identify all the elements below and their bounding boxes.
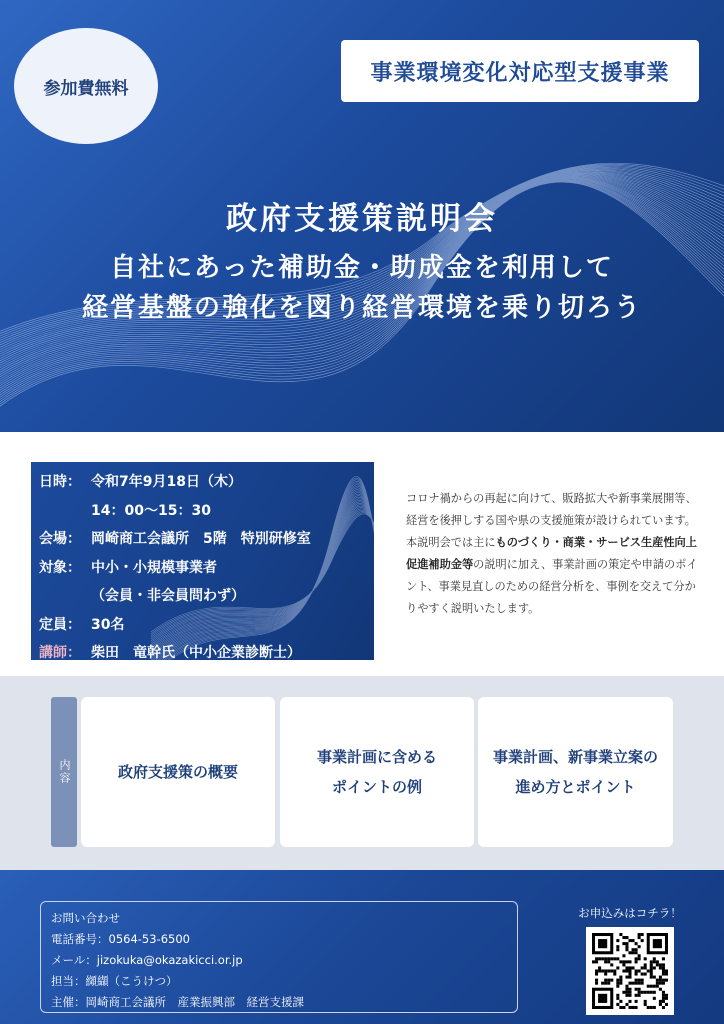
detail-row-venue [39,525,366,554]
qr-module [653,985,656,988]
qr-module [635,957,638,960]
qr-module [635,951,638,954]
qr-module [619,933,622,936]
qr-module [625,1003,628,1006]
qr-module [662,994,665,997]
qr-module [659,963,662,966]
detail-key: 定員： [39,616,81,633]
qr-module [622,936,625,939]
description-text: の説明に加え、事業計画の策定や申請のポイント、事業見直しのための経営分析を、事例を交えて分かりやすく説明いたします。 [406,558,698,615]
qr-module [619,976,622,979]
qr-module [616,979,619,982]
card-line: 進め方とポイント [515,778,636,796]
qr-module [619,982,622,985]
qr-module [656,985,659,988]
qr-module [665,997,668,1000]
qr-module [647,991,650,994]
qr-module [598,969,601,972]
qr-module [628,994,631,997]
qr-module [650,963,653,966]
qr-module [656,963,659,966]
qr-module [595,982,598,985]
qr-module [638,994,641,997]
qr-module [604,979,607,982]
detail-key: 講師： [39,645,81,660]
qr-module [632,982,635,985]
program-name-box: 事業環境変化対応型支援事業 [341,40,699,102]
qr-module [662,1006,665,1009]
qr-module [616,957,619,960]
qr-module [665,979,668,982]
qr-module [647,985,650,988]
event-description [406,488,706,620]
qr-module [644,991,647,994]
qr-module [622,969,625,972]
qr-module [662,969,665,972]
qr-module [641,973,644,976]
page-title: 政府支援策説明会 [226,201,498,237]
contact-box [40,901,518,1013]
qr-module [650,1006,653,1009]
qr-module [653,957,656,960]
qr-module [635,994,638,997]
contact-host: 主催：岡崎商工会議所 産業振興部 経営支援課 [51,995,304,1009]
qr-module [628,966,631,969]
qr-module [665,973,668,976]
qr-module [659,982,662,985]
event-details-box [31,462,374,660]
qr-module [632,948,635,951]
qr-module [616,985,619,988]
qr-module [662,963,665,966]
qr-module [619,979,622,982]
qr-module [638,969,641,972]
qr-module [662,973,665,976]
qr-module [638,957,641,960]
qr-module [632,1006,635,1009]
detail-row-datetime [39,468,366,497]
content-card-business-plan [280,697,474,847]
qr-module [650,960,653,963]
contact-heading: お問い合わせ [51,911,120,925]
content-card-new-business [478,697,673,847]
qr-module [616,948,619,951]
qr-module [619,1006,622,1009]
qr-module [607,982,610,985]
detail-key [39,497,91,526]
qr-module [635,1006,638,1009]
qr-module [665,969,668,972]
qr-module [622,963,625,966]
detail-row-target-note [39,582,366,611]
qr-module [659,1003,662,1006]
qr-module [610,979,613,982]
qr-module [656,960,659,963]
qr-module [601,982,604,985]
qr-module [619,960,622,963]
detail-row-target [39,554,366,583]
hero-banner [0,0,724,432]
qr-module [653,966,656,969]
qr-module [598,939,607,948]
qr-module [662,1000,665,1003]
qr-module [653,976,656,979]
qr-module [638,945,641,948]
detail-value: 岡崎商工会議所 5階 特別研修室 [91,531,311,547]
qr-module [628,1000,631,1003]
qr-module [595,969,598,972]
qr-module [628,951,631,954]
qr-module [601,969,604,972]
qr-module [616,939,619,942]
qr-module [625,991,628,994]
qr-module [619,1000,622,1003]
qr-module [604,960,607,963]
qr-module [616,982,619,985]
qr-module [659,966,662,969]
qr-module [638,979,641,982]
card-line: ポイントの例 [331,778,422,796]
qr-module [644,1003,647,1006]
qr-module [607,957,610,960]
qr-module [625,960,628,963]
qr-module [595,979,598,982]
qr-module [644,973,647,976]
card-line: 事業計画に含める [316,748,437,766]
contents-tab-label: 内容 [51,697,77,847]
qr-module [604,973,607,976]
qr-module [662,966,665,969]
qr-module [613,969,616,972]
qr-module [625,942,628,945]
qr-module [625,936,628,939]
qr-module [659,1000,662,1003]
qr-module [622,942,625,945]
qr-module [641,966,644,969]
qr-module [635,973,638,976]
qr-module [653,939,662,948]
qr-module [638,982,641,985]
qr-module [656,979,659,982]
detail-key: 対象： [39,559,81,576]
qr-module [647,1006,650,1009]
qr-module [592,960,595,963]
qr-module [610,963,613,966]
qr-module [635,969,638,972]
qr-module [607,960,610,963]
qr-module [644,957,647,960]
qr-module [622,1006,625,1009]
qr-module [616,945,619,948]
qr-module [650,966,653,969]
qr-module [635,988,638,991]
contact-phone[interactable]: 電話番号：0564-53-6500 [51,932,190,946]
contact-email[interactable]: メール：jizokuka@okazakicci.or.jp [51,953,243,967]
qr-module [650,976,653,979]
qr-module [595,973,598,976]
qr-module [628,976,631,979]
qr-module [653,1006,656,1009]
qr-module [632,951,635,954]
qr-module [644,966,647,969]
qr-module [613,973,616,976]
qr-module [647,969,650,972]
qr-module [641,991,644,994]
qr-module [638,933,641,936]
qr-module [653,991,656,994]
qr-module [662,957,665,960]
qr-module [644,963,647,966]
qr-module [622,991,625,994]
qr-module [659,976,662,979]
qr-module [613,957,616,960]
qr-module [598,994,607,1003]
qr-module [650,991,653,994]
qr-module [628,939,631,942]
detail-key: 会場： [39,531,81,547]
qr-module [628,988,631,991]
qr-module [616,994,619,997]
card-line: 事業計画、新事業立案の [492,748,658,766]
qr-module [607,969,610,972]
qr-module [653,997,656,1000]
qr-module [665,1003,668,1006]
qr-module [625,969,628,972]
detail-value: 中小・小規模事業者 [91,559,217,576]
qr-module [628,969,631,972]
content-card-overview [81,697,275,847]
detail-row-capacity [39,611,366,640]
detail-value: 令和7年9月18日（木） [91,474,242,490]
qr-module [641,979,644,982]
qr-module [625,948,628,951]
qr-module [598,957,601,960]
free-admission-badge: 参加費無料 [14,28,158,144]
qr-module [628,1006,631,1009]
qr-module [641,933,644,936]
qr-module [638,936,641,939]
qr-module [635,942,638,945]
qr-module [656,982,659,985]
qr-module [632,939,635,942]
qr-module [638,991,641,994]
qr-module [628,982,631,985]
qr-module [662,997,665,1000]
qr-module [635,982,638,985]
qr-module [635,948,638,951]
qr-module [632,966,635,969]
qr-module [610,957,613,960]
qr-module [604,957,607,960]
qr-module [635,1000,638,1003]
description-text: コロナ禍からの再起に向けて、販路拡大や新事業展開等、経営を後押しする国や県の支援施策が設けられています。本説明会では主に [406,492,697,549]
detail-value: 30名 [91,616,125,633]
qr-module [638,954,641,957]
qr-label: お申込みはコチラ！ [578,906,682,920]
qr-module [595,960,598,963]
qr-module [595,957,598,960]
subtitle-line-2: 経営基盤の強化を図り経営環境を乗り切ろう [81,293,642,323]
detail-row-lecturer [39,639,366,660]
qr-module [625,976,628,979]
qr-module [625,988,628,991]
qr-module [641,982,644,985]
qr-module [625,966,628,969]
qr-module [604,969,607,972]
detail-value: （会員・非会員問わず） [91,588,245,604]
subtitle-line-1: 自社にあった補助金・助成金を利用して [110,253,614,283]
qr-module [616,997,619,1000]
qr-module [625,985,628,988]
qr-module [650,973,653,976]
page-subtitle [0,248,724,328]
description-highlight: ものづくり・商業・サービス生産性向上促進補助金等 [406,536,697,571]
contact-staff: 担当：纐纈（こうけつ） [51,974,178,988]
qr-module [662,991,665,994]
detail-value: 14：00〜15：30 [91,502,211,519]
qr-module [650,985,653,988]
qr-module [665,994,668,997]
qr-module [598,966,601,969]
qr-module [628,991,631,994]
qr-module [635,960,638,963]
qr-module [628,960,631,963]
card-line: 政府支援策の概要 [117,763,238,781]
qr-module [616,966,619,969]
qr-module [659,988,662,991]
qr-module [635,979,638,982]
detail-value: 柴田 竜幹氏（中小企業診断士） [91,645,301,660]
qr-module [616,1003,619,1006]
qr-module [625,994,628,997]
detail-row-time [39,497,366,526]
detail-key: 日時： [39,474,81,490]
qr-module [628,973,631,976]
qr-module [638,988,641,991]
qr-code-icon[interactable] [586,927,674,1015]
qr-module [650,969,653,972]
detail-key [39,582,91,611]
qr-module [601,957,604,960]
qr-code-graphic [592,933,668,1009]
qr-module [662,979,665,982]
qr-module [607,979,610,982]
qr-module [610,969,613,972]
qr-module [644,1000,647,1003]
qr-module [653,960,656,963]
qr-module [659,979,662,982]
qr-module [604,982,607,985]
qr-module [641,939,644,942]
qr-module [622,960,625,963]
qr-module [662,982,665,985]
qr-module [625,945,628,948]
qr-module [622,954,625,957]
